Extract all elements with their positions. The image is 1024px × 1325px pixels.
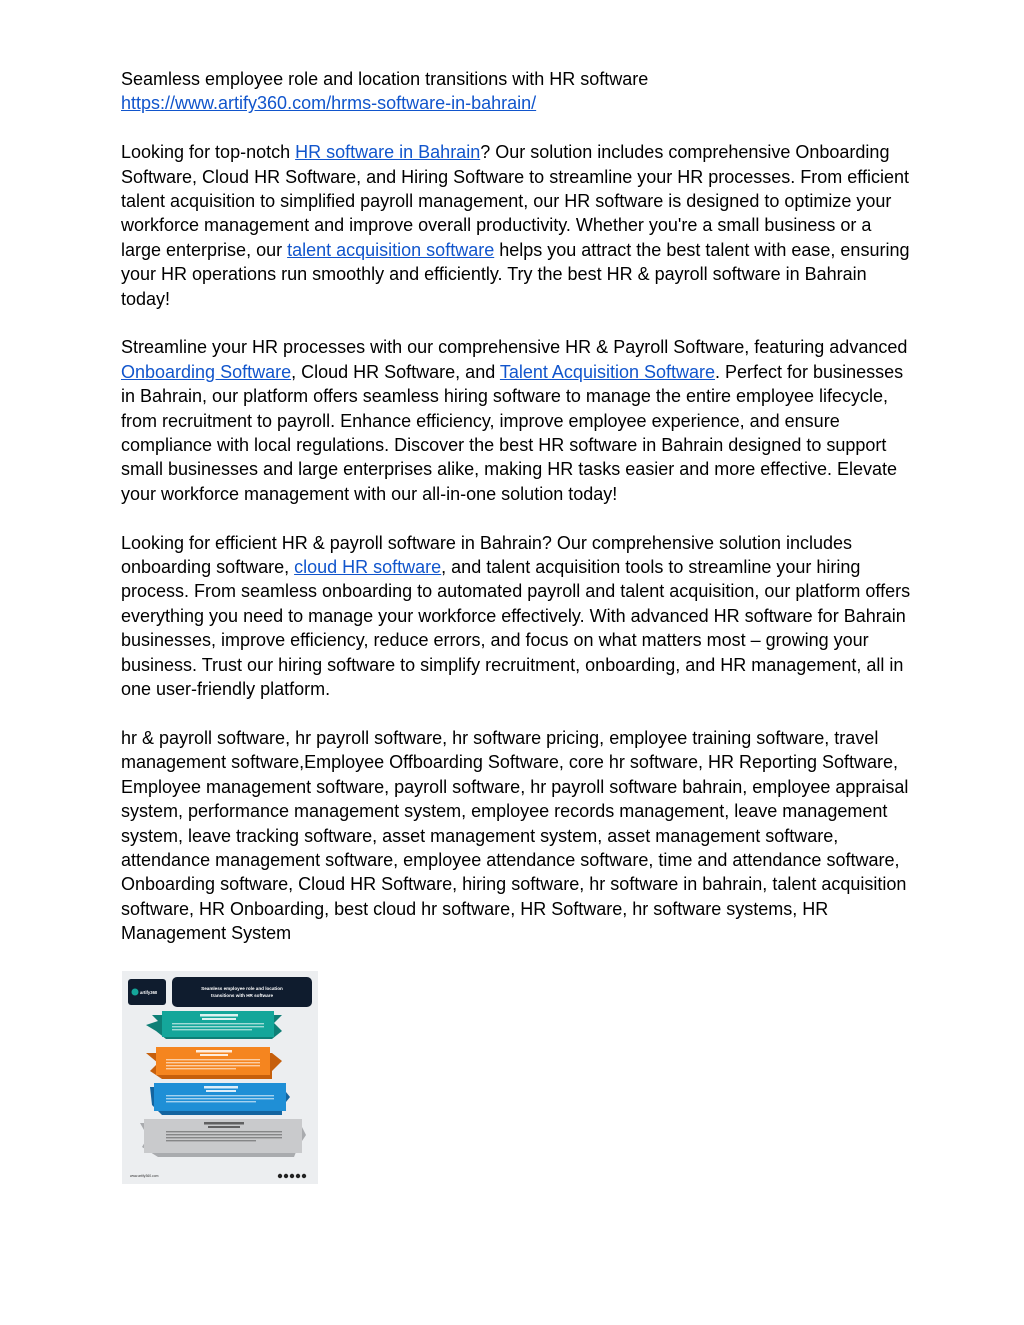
footer-url: www.artify360.com [130,1174,159,1178]
paragraph-2: Streamline your HR processes with our comprehensive HR & Payroll Software, featuring advanced Onboarding Software, Cloud HR Software, and Talent Acquisition Software. Perfect for businesses in Bahrain, our platform offers seamless hiring software to manage the entire employee lifecycle, from recruitment to payroll. Enhance efficiency, improve employee experience, and ensure compliance with local regulations. Discover the best HR software in Bahrain designed to support small businesses and large enterprises alike, making HR tasks easier and more effective. Elevate your workforce management with our all-in-one solution today! [121,337,908,504]
logo-text: artify360 [140,990,158,995]
title-box [172,977,312,1007]
link-hr-software-in-bahrain[interactable]: HR software in Bahrain [295,142,481,163]
twitter-icon [290,1174,294,1178]
title-line-2: transitions with HR software [210,993,274,998]
logo-mark-icon [132,989,139,996]
keywords-paragraph: hr & payroll software, hr payroll software, hr software pricing, employee training software, travel management software,Employee Offboarding Software, core hr software, HR Reporting Software, Employee management software, payroll software, hr payroll software bahrain, employee appraisal system, performance management system, employee records management, leave management system, leave tracking software, asset management system, asset management software, attendance management software, employee attendance software, time and attendance software, Onboarding software, Cloud HR Software, hiring software, hr software in bahrain, talent acquisition software, HR Onboarding, best cloud hr software, HR Software, hr software systems, HR Management System [121,727,909,944]
infographic-image [122,971,318,1184]
link-talent-acquisition-software[interactable]: talent acquisition software [287,239,495,260]
link-cloud-hr-software[interactable]: cloud HR software [294,557,442,578]
linkedin-icon [296,1174,300,1178]
title-line-1: Seamless employee role and location [201,986,283,991]
paragraph-1: Looking for top-notch HR software in Bahrain? Our solution includes comprehensive Onboarding Software, Cloud HR Software, and Hiring Software to streamline your HR processes. From efficient talent acquisition to simplified payroll management, our HR software is designed to optimize your workforce management and improve overall productivity. Whether you're a small business or a large enterprise, our talent acquisition software helps you attract the best talent with ease, ensuring your HR operations run smoothly and efficiently. Try the best HR & payroll software in Bahrain today! [121,142,910,309]
infographic-graphic [122,971,318,1184]
instagram-icon [284,1174,288,1178]
facebook-icon [278,1174,282,1178]
document-body [121,67,911,946]
youtube-icon [302,1174,306,1178]
source-link[interactable]: https://www.artify360.com/hrms-software-in-bahrain/ [121,93,537,114]
paragraph-3: Looking for efficient HR & payroll software in Bahrain? Our comprehensive solution includes onboarding software, cloud HR software, and talent acquisition tools to streamline your hiring process. From seamless onboarding to automated payroll and talent acquisition, our platform offers everything you need to manage your workforce effectively. With advanced HR software for Bahrain businesses, improve efficiency, reduce errors, and focus on what matters most – growing your business. Trust our hiring software to simplify recruitment, onboarding, and HR management, all in one user-friendly platform. [121,532,911,700]
doc-title: Seamless employee role and location transitions with HR software [121,69,649,89]
link-talent-acquisition-software-2[interactable]: Talent Acquisition Software [499,361,716,382]
link-onboarding-software[interactable]: Onboarding Software [121,361,292,382]
